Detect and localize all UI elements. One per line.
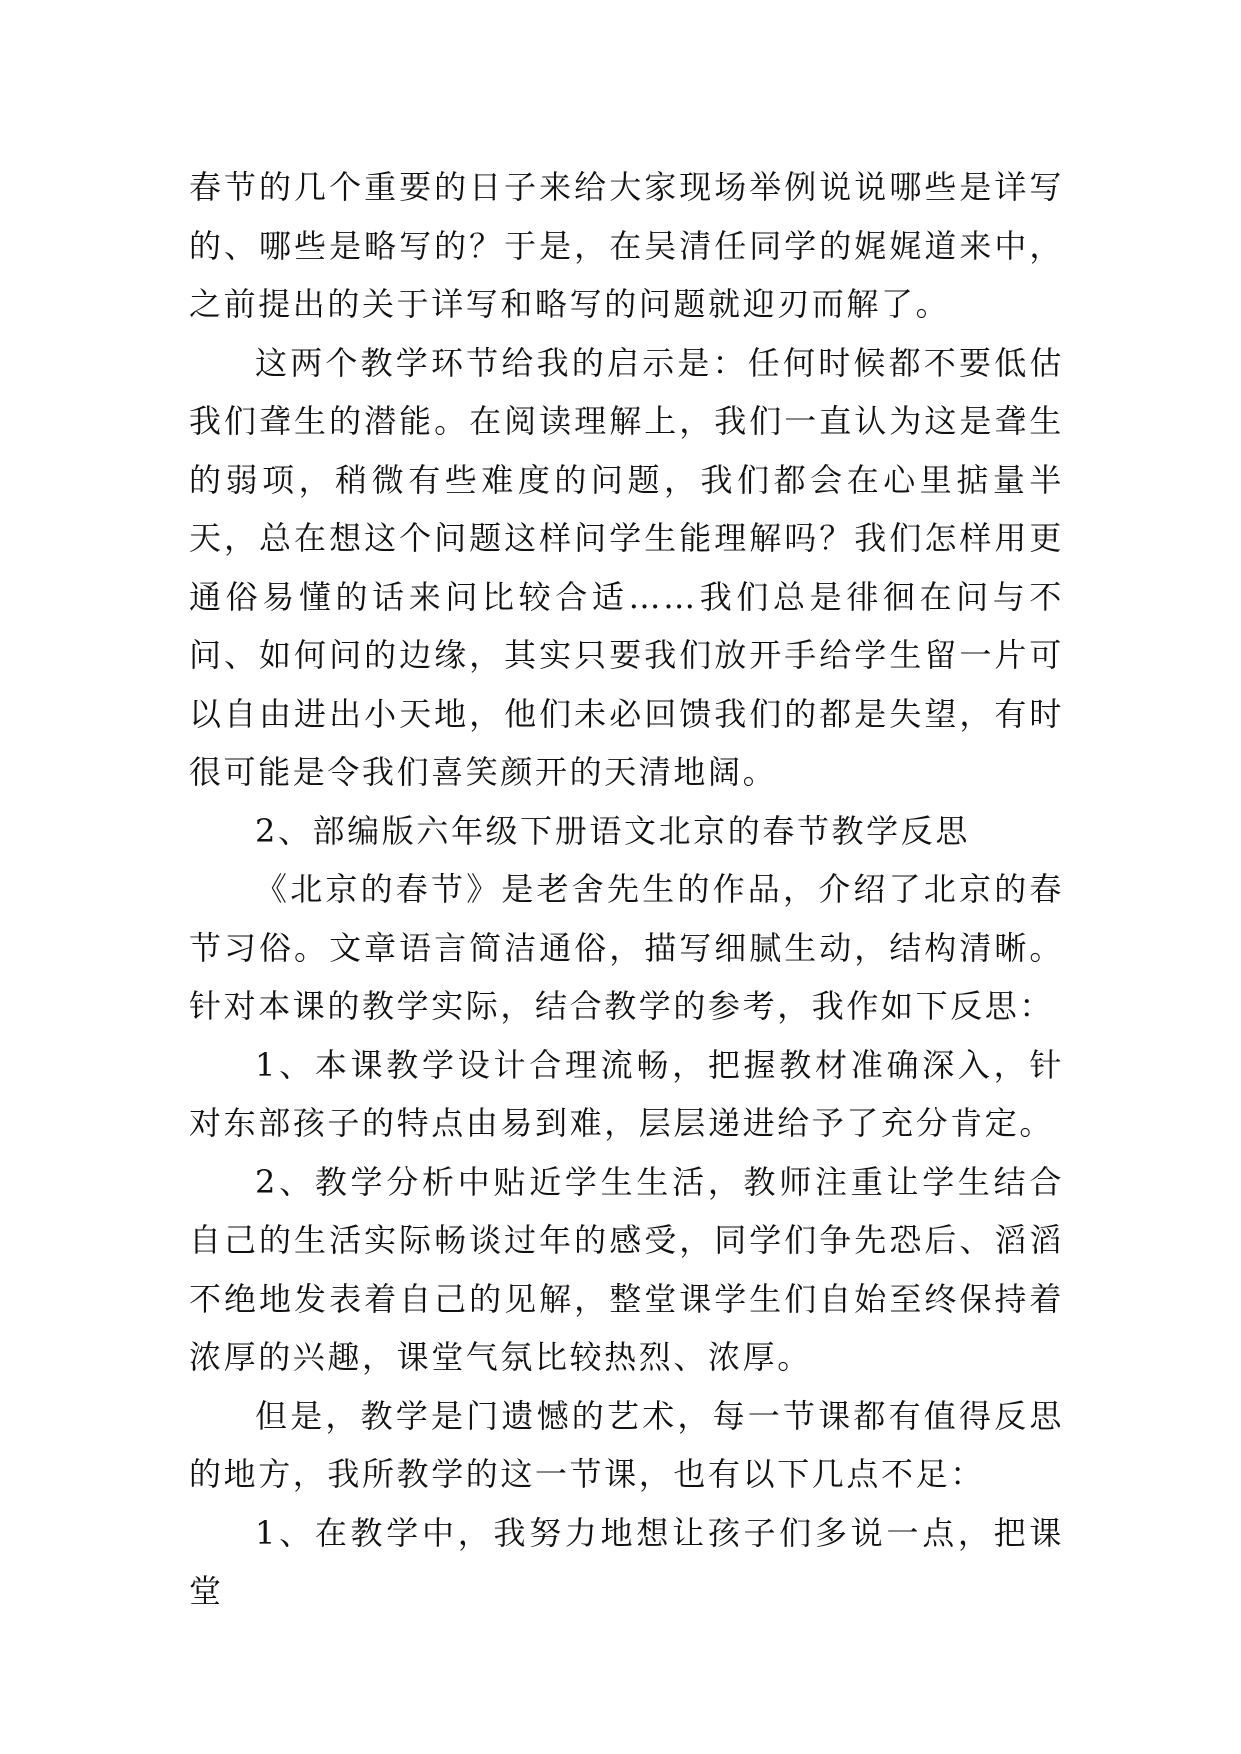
- paragraph-introduction: 《北京的春节》是老舍先生的作品，介绍了北京的春节习俗。文章语言简洁通俗，描写细腻生动，结构清晰。针对本课的教学实际，结合教学的参考，我作如下反思：: [189, 870, 1064, 1025]
- paragraph-shortcoming-1: 1、在教学中，我努力地想让孩子们多说一点，把课堂: [189, 1513, 1064, 1610]
- paragraph-continuation: 春节的几个重要的日子来给大家现场举例说说哪些是详写的、哪些是略写的？于是，在吴清任同学的娓娓道来中，之前提出的关于详写和略写的问题就迎刃而解了。: [189, 168, 1064, 323]
- paragraph-point-1: 1、本课教学设计合理流畅，把握教材准确深入，针对东部孩子的特点由易到难，层层递进给予了充分肯定。: [189, 1045, 1064, 1142]
- document-body: [189, 158, 1064, 1621]
- paragraph-shortcomings-intro: 但是，教学是门遗憾的艺术，每一节课都有值得反思的地方，我所教学的这一节课，也有以下几点不足：: [189, 1396, 1064, 1493]
- paragraph-reflection-insight: 这两个教学环节给我的启示是：任何时候都不要低估我们聋生的潜能。在阅读理解上，我们一直认为这是聋生的弱项，稍微有些难度的问题，我们都会在心里掂量半天，总在想这个问题这样问学生能理解吗？我们怎样用更通俗易懂的话来问比较合适……我们总是徘徊在问与不问、如何问的边缘，其实只要我们放开手给学生留一片可以自由进出小天地，他们未必回馈我们的都是失望，有时很可能是令我们喜笑颜开的天清地阔。: [189, 343, 1064, 791]
- section-heading: 2、部编版六年级下册语文北京的春节教学反思: [255, 811, 970, 850]
- paragraph-point-2: 2、教学分析中贴近学生生活，教师注重让学生结合自己的生活实际畅谈过年的感受，同学们争先恐后、滔滔不绝地发表着自己的见解，整堂课学生们自始至终保持着浓厚的兴趣，课堂气氛比较热烈、浓厚。: [189, 1162, 1064, 1376]
